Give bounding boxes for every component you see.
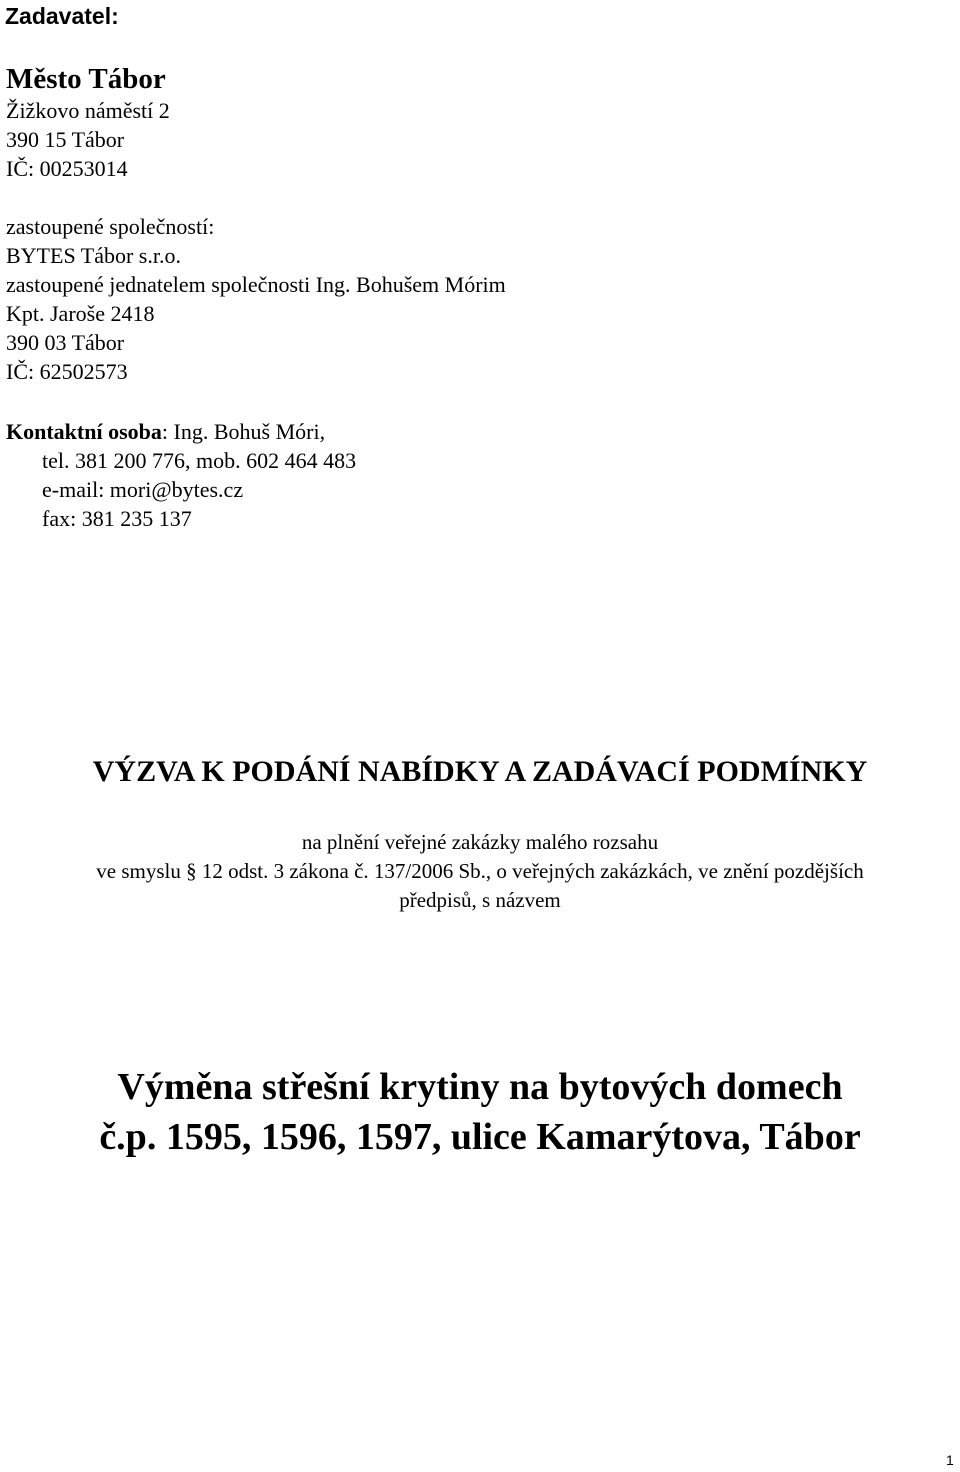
- contact-label: Kontaktní osoba: [6, 419, 162, 444]
- representative-city: 390 03 Tábor: [6, 330, 125, 355]
- contact-name: Ing. Bohuš Móri,: [168, 419, 326, 444]
- contract-name-line-2: č.p. 1595, 1596, 1597, ulice Kamarýtova, Tábor: [99, 1116, 861, 1158]
- authority-name: Město Tábor: [6, 63, 166, 95]
- authority-ic: IČ: 00253014: [6, 156, 128, 181]
- representative-by: zastoupené jednatelem společnosti Ing. Bohušem Mórim: [6, 272, 506, 297]
- contact-phone: tel. 381 200 776, mob. 602 464 483: [42, 448, 357, 473]
- representative-intro: zastoupené společností:: [6, 214, 215, 239]
- contact-email: e-mail: mori@bytes.cz: [42, 477, 244, 502]
- invitation-line-2: ve smyslu § 12 odst. 3 zákona č. 137/2006 Sb., o veřejných zakázkách, ve znění pozdějších: [96, 859, 864, 883]
- representative-street: Kpt. Jaroše 2418: [6, 301, 155, 326]
- contact-colon: :: [161, 419, 169, 444]
- contact-fax: fax: 381 235 137: [42, 506, 192, 531]
- invitation-line-1: na plnění veřejné zakázky malého rozsahu: [301, 830, 659, 854]
- page-number: 1: [946, 1452, 954, 1468]
- header-label: Zadavatel:: [5, 3, 119, 29]
- invitation-title: VÝZVA K PODÁNÍ NABÍDKY A ZADÁVACÍ PODMÍNKY: [92, 755, 868, 788]
- contact-person-line: [6, 419, 325, 445]
- authority-city: 390 15 Tábor: [6, 127, 125, 152]
- representative-ic: IČ: 62502573: [6, 359, 128, 384]
- contract-name-line-1: Výměna střešní krytiny na bytových domech: [117, 1066, 843, 1108]
- authority-street: Žižkovo náměstí 2: [6, 98, 170, 123]
- representative-company: BYTES Tábor s.r.o.: [6, 243, 181, 268]
- invitation-line-3: předpisů, s názvem: [399, 888, 561, 912]
